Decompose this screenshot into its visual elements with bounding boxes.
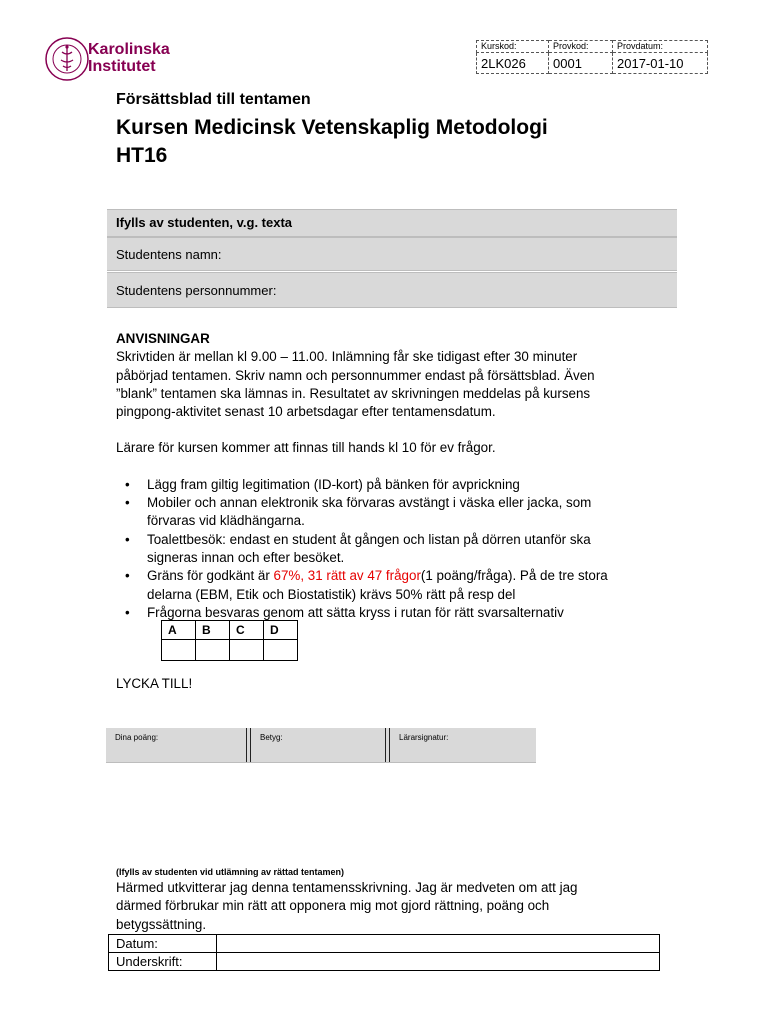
ki-seal-icon (44, 36, 90, 82)
logo-line2: Institutet (88, 58, 156, 75)
signature-table (108, 934, 660, 971)
good-luck-text: LYCKA TILL! (116, 676, 193, 691)
option-d-box[interactable] (264, 640, 298, 661)
student-pnr-field[interactable] (107, 272, 677, 308)
rule-item: • Lägg fram giltig legitimation (ID-kort) på bänken för avprickning (116, 476, 636, 494)
waiver-text: Härmed utkvitterar jag denna tentamensskrivning. Jag är medveten om att jag därmed förbrukar min rätt att opponera mig mot gjord rättning, poäng och betygssättning. (116, 880, 578, 932)
teacher-signature-field[interactable] (390, 728, 536, 762)
course-code-value: 2LK026 (477, 53, 549, 74)
option-d-label: D (264, 621, 298, 640)
student-box-header: Ifylls av studenten, v.g. texta (107, 209, 677, 237)
pass-threshold-highlight: 67%, 31 rätt av 47 frågor (273, 568, 421, 584)
points-label: Dina poäng: (115, 733, 159, 742)
rule-item-pass-threshold: • Gräns för godkänt är 67%, 31 rätt av 47 frågor(1 poäng/fråga). På de tre stora delarna (EBM, Etik och Biostatistik) krävs 50% rätt på resp del (116, 567, 636, 604)
rule-item: • Toalettbesök: endast en student åt gången och listan på dörren utanför ska signeras innan och efter besöket. (116, 531, 636, 568)
rule-item: • Frågorna besvaras genom att sätta kryss i rutan för rätt svarsalternativ (116, 604, 636, 622)
karolinska-logo (44, 36, 194, 84)
grade-field[interactable] (251, 728, 385, 762)
option-b-box[interactable] (196, 640, 230, 661)
option-c-box[interactable] (230, 640, 264, 661)
instructions-paragraph2: Lärare för kursen kommer att finnas till hands kl 10 för ev frågor. (116, 440, 496, 456)
student-name-field[interactable] (107, 237, 677, 271)
instructions (116, 330, 636, 622)
signature-field[interactable] (217, 953, 660, 971)
exam-code-table (476, 40, 708, 74)
exam-date-value: 2017-01-10 (613, 53, 708, 74)
option-c-label: C (230, 621, 264, 640)
rules-list (116, 476, 636, 622)
date-field[interactable] (217, 935, 660, 953)
student-pnr-label: Studentens personnummer: (116, 283, 277, 298)
exam-code-value: 0001 (549, 53, 613, 74)
exam-date-label: Provdatum: (613, 41, 708, 53)
grade-label: Betyg: (260, 733, 283, 742)
course-code-label: Kurskod: (477, 41, 549, 53)
option-b-label: B (196, 621, 230, 640)
cover-sheet-subtitle: Försättsblad till tentamen (116, 91, 311, 108)
option-a-box[interactable] (162, 640, 196, 661)
student-name-label: Studentens namn: (116, 247, 222, 262)
answer-option-example (161, 620, 298, 661)
course-title-line2: HT16 (116, 144, 168, 167)
instructions-paragraph1: Skrivtiden är mellan kl 9.00 – 11.00. Inlämning får ske tidigast efter 30 minuter påbörjad tentamen. Skriv namn och personnummer endast på försättsblad. Även ”blank” tentamen ska lämnas in. Resultatet av skrivningen meddelas på kursens pingpong-aktivitet senast 10 arbetsdagar efter tentamensdatum. (116, 349, 595, 420)
waiver-note: (Ifylls av studenten vid utlämning av rättad tentamen) (116, 867, 345, 877)
grading-box (106, 728, 536, 763)
points-field[interactable] (106, 728, 246, 762)
course-title-line1: Kursen Medicinsk Vetenskaplig Metodologi (116, 116, 548, 139)
signature-label: Underskrift: (109, 953, 217, 971)
rule-item: • Mobiler och annan elektronik ska förvaras avstängt i väska eller jacka, som förvaras vid klädhängarna. (116, 494, 636, 531)
course-title (116, 114, 636, 170)
exam-code-label: Provkod: (549, 41, 613, 53)
logo-line1: Karolinska (88, 41, 170, 58)
option-a-label: A (162, 621, 196, 640)
instructions-heading: ANVISNINGAR (116, 331, 210, 346)
teacher-signature-label: Lärarsignatur: (399, 733, 449, 742)
date-label: Datum: (109, 935, 217, 953)
